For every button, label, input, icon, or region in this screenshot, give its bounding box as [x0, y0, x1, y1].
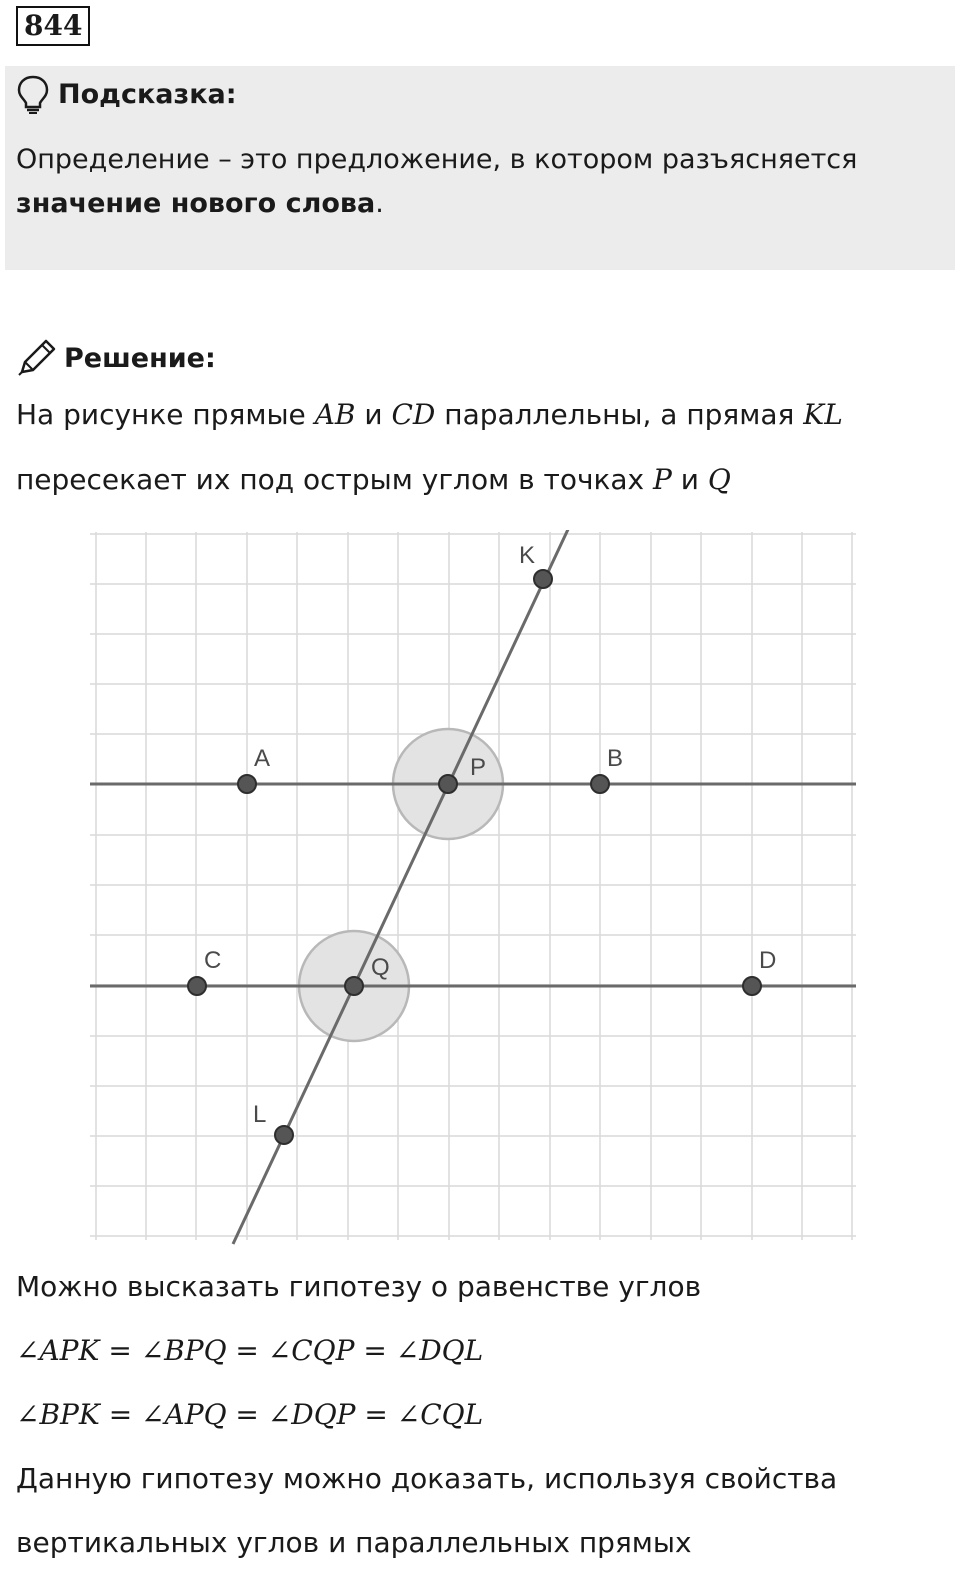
math-cd: CD: [391, 398, 436, 431]
lightbulb-icon: [16, 74, 50, 114]
solution-paragraph-3: Можно высказать гипотезу о равенстве углов: [16, 1270, 702, 1303]
math-kl: KL: [803, 398, 843, 431]
math-ab: AB: [314, 398, 356, 431]
point-l: [275, 1126, 293, 1144]
point-b: [591, 775, 609, 793]
point-d: [743, 977, 761, 995]
problem-number: 844: [16, 6, 90, 46]
solution-title: Решение:: [64, 342, 216, 374]
label-b: B: [607, 745, 624, 772]
label-q: Q: [371, 954, 390, 981]
point-a: [238, 775, 256, 793]
solution-paragraph-1: [16, 398, 843, 431]
hint-text-bold: значение нового слова: [16, 188, 376, 219]
solution-paragraph-2: [16, 463, 731, 496]
math-p: P: [653, 463, 672, 496]
label-a: A: [254, 745, 271, 772]
point-k: [534, 570, 552, 588]
label-p: P: [470, 754, 487, 781]
solution-paragraph-4: Данную гипотезу можно доказать, используя свойства: [16, 1462, 838, 1495]
text: и: [355, 398, 392, 431]
point-p: [439, 775, 457, 793]
label-c: C: [204, 947, 222, 974]
math-q: Q: [707, 463, 731, 496]
text: пересекает их под острым углом в точках: [16, 463, 654, 496]
point-c: [188, 977, 206, 995]
pencil-icon: [16, 338, 58, 378]
grid: [90, 532, 856, 1240]
hint-text-end: .: [375, 188, 384, 219]
hint-text-normal: Определение – это предложение, в котором разъясняется: [16, 144, 858, 175]
point-q: [345, 977, 363, 995]
label-d: D: [759, 947, 777, 974]
text: и: [671, 463, 708, 496]
hint-header: [16, 74, 237, 114]
angle-equation-2: ∠BPK = ∠APQ = ∠DQP = ∠CQL: [16, 1398, 484, 1431]
text: На рисунке прямые: [16, 398, 315, 431]
label-k: K: [519, 542, 536, 569]
solution-paragraph-5: вертикальных углов и параллельных прямых: [16, 1526, 692, 1559]
text: параллельны, а прямая: [435, 398, 804, 431]
solution-header: [16, 338, 216, 378]
hint-title: Подсказка:: [58, 78, 237, 110]
label-l: L: [253, 1101, 267, 1128]
angle-equation-1: ∠APK = ∠BPQ = ∠CQP = ∠DQL: [16, 1334, 484, 1367]
geometry-figure: [0, 530, 960, 1250]
hint-text: [16, 138, 936, 226]
